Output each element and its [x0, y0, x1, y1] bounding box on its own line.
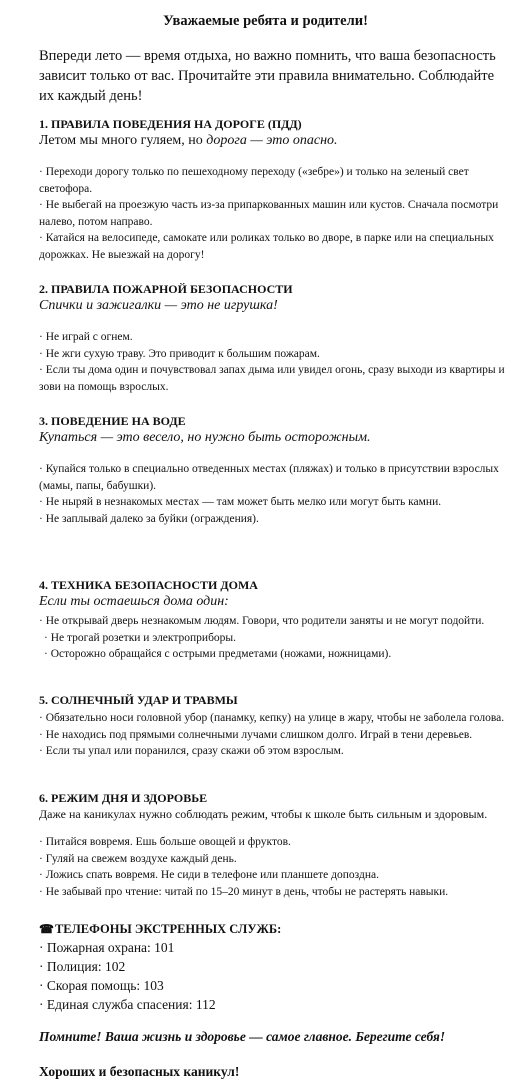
- rule-list: [39, 710, 509, 760]
- phone-list: [39, 938, 509, 1014]
- list-item: · Катайся на велосипеде, самокате или роликах только во дворе, в парке или на специальных дорожках. Не выезжай на дорогу!: [39, 230, 509, 263]
- rule-list: [39, 834, 509, 900]
- emergency-heading: [39, 920, 509, 938]
- list-item: · Не открывай дверь незнакомым людям. Говори, что родители заняты и не могут подойти.: [39, 613, 509, 630]
- section-subtitle: Спички и зажигалки — это не игрушка!: [39, 298, 278, 313]
- section-heading: 5. СОЛНЕЧНЫЙ УДАР И ТРАВМЫ: [39, 693, 238, 707]
- list-item: · Осторожно обращайся с острыми предметами (ножами, ножницами).: [39, 646, 509, 663]
- section-sunstroke: [39, 692, 509, 760]
- section-heading: 4. ТЕХНИКА БЕЗОПАСНОСТИ ДОМА: [39, 578, 258, 592]
- section-daily-routine: [39, 790, 509, 900]
- list-item: · Если ты дома один и почувствовал запах дыма или увидел огонь, сразу выходи из квартиры и зови на помощь взрослых.: [39, 362, 509, 395]
- rule-list: [39, 613, 509, 663]
- list-item: · Обязательно носи головной убор (панамку, кепку) на улице в жару, чтобы не заболела голова.: [39, 710, 509, 727]
- section-water-safety: [39, 413, 509, 527]
- list-item: · Ложись спать вовремя. Не сиди в телефоне или планшете допоздна.: [39, 867, 509, 884]
- list-item: · Скорая помощь: 103: [39, 976, 509, 995]
- list-item: · Не ныряй в незнакомых местах — там может быть мелко или могут быть камни.: [39, 494, 509, 511]
- rule-list: [39, 164, 509, 263]
- subtitle-italic: дорога — это опасно.: [206, 133, 338, 148]
- list-item: · Переходи дорогу только по пешеходному переходу («зебре») и только на зеленый свет светофора.: [39, 164, 509, 197]
- list-item: · Не трогай розетки и электроприборы.: [39, 630, 509, 647]
- section-subtitle: Если ты остаешься дома один:: [39, 594, 229, 609]
- subtitle-plain: Летом мы много гуляем, но: [39, 133, 207, 148]
- section-fire-safety: [39, 281, 509, 395]
- emergency-heading-text: ТЕЛЕФОНЫ ЭКСТРЕННЫХ СЛУЖБ:: [54, 922, 282, 936]
- telephone-icon: ☎: [39, 922, 54, 936]
- list-item: · Не забывай про чтение: читай по 15–20 минут в день, чтобы не растерять навыки.: [39, 884, 509, 901]
- list-item: · Купайся только в специально отведенных местах (пляжах) и только в присутствии взрослых (мамы, папы, бабушки).: [39, 461, 509, 494]
- list-item: · Пожарная охрана: 101: [39, 938, 509, 957]
- section-subtitle: Купаться — это весело, но нужно быть осторожным.: [39, 430, 371, 445]
- section-subtitle: [39, 132, 509, 150]
- section-subtitle: Даже на каникулах нужно соблюдать режим, чтобы к школе быть сильным и здоровым.: [39, 807, 488, 821]
- list-item: · Не играй с огнем.: [39, 329, 509, 346]
- list-item: · Если ты упал или поранился, сразу скажи об этом взрослым.: [39, 743, 509, 760]
- list-item: · Гуляй на свежем воздухе каждый день.: [39, 851, 509, 868]
- page-title: Уважаемые ребята и родители!: [163, 13, 368, 29]
- list-item: · Не жги сухую траву. Это приводит к большим пожарам.: [39, 346, 509, 363]
- list-item: · Полиция: 102: [39, 957, 509, 976]
- section-heading: 2. ПРАВИЛА ПОЖАРНОЙ БЕЗОПАСНОСТИ: [39, 282, 293, 296]
- rule-list: [39, 461, 509, 527]
- section-heading: 1. ПРАВИЛА ПОВЕДЕНИЯ НА ДОРОГЕ (ПДД): [39, 117, 302, 131]
- list-item: · Единая служба спасения: 112: [39, 995, 509, 1014]
- section-home-safety: [39, 577, 509, 663]
- list-item: · Не находись под прямыми солнечными лучами слишком долго. Играй в тени деревьев.: [39, 727, 509, 744]
- intro-paragraph: Впереди лето — время отдыха, но важно помнить, что ваша безопасность зависит только от вас. Прочитайте эти правила внимательно. Соблюдайте их каждый день!: [39, 48, 496, 104]
- closing-remark: Помните! Ваша жизнь и здоровье — самое главное. Берегите себя!: [39, 1029, 446, 1044]
- section-heading: 3. ПОВЕДЕНИЕ НА ВОДЕ: [39, 414, 186, 428]
- list-item: · Не выбегай на проезжую часть из-за припаркованных машин или кустов. Сначала посмотри налево, потом направо.: [39, 197, 509, 230]
- farewell-text: Хороших и безопасных каникул!: [39, 1064, 240, 1079]
- section-road-rules: [39, 116, 509, 263]
- list-item: · Не заплывай далеко за буйки (ограждения).: [39, 511, 509, 528]
- list-item: · Питайся вовремя. Ешь больше овощей и фруктов.: [39, 834, 509, 851]
- section-heading: 6. РЕЖИМ ДНЯ И ЗДОРОВЬЕ: [39, 791, 208, 805]
- rule-list: [39, 329, 509, 395]
- emergency-phones: [39, 920, 509, 1014]
